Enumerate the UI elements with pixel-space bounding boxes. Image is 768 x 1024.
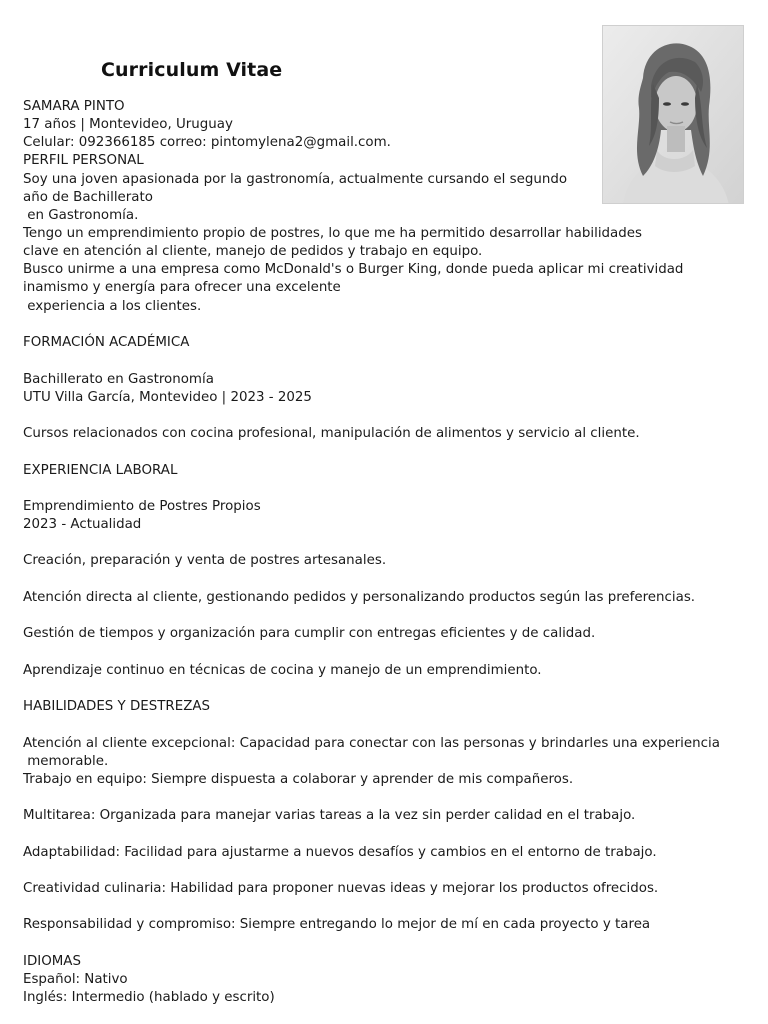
cv-line: año de Bachillerato xyxy=(23,190,153,205)
cv-line: memorable. xyxy=(23,754,109,769)
cv-line: inamismo y energía para ofrecer una excelente xyxy=(23,280,341,295)
cv-line: Inglés: Intermedio (hablado y escrito) xyxy=(23,990,275,1005)
cv-line: Emprendimiento de Postres Propios xyxy=(23,499,261,514)
cv-line: Bachillerato en Gastronomía xyxy=(23,372,214,387)
cv-line: Cursos relacionados con cocina profesional, manipulación de alimentos y servicio al cliente. xyxy=(23,426,640,441)
cv-line: Soy una joven apasionada por la gastronomía, actualmente cursando el segundo xyxy=(23,172,568,187)
cv-line: Aprendizaje continuo en técnicas de cocina y manejo de un emprendimiento. xyxy=(23,663,542,678)
cv-line: SAMARA PINTO xyxy=(23,99,125,114)
cv-line: PERFIL PERSONAL xyxy=(23,153,144,168)
cv-line: experiencia a los clientes. xyxy=(23,299,202,314)
cv-line: Creatividad culinaria: Habilidad para proponer nuevas ideas y mejorar los productos ofrecidos. xyxy=(23,881,659,896)
cv-line: Busco unirme a una empresa como McDonald's o Burger King, donde pueda aplicar mi creatividad xyxy=(23,262,684,277)
cv-line: IDIOMAS xyxy=(23,954,81,969)
document-title: Curriculum Vitae xyxy=(101,59,283,81)
cv-line: 2023 - Actualidad xyxy=(23,517,142,532)
cv-line: Responsabilidad y compromiso: Siempre entregando lo mejor de mí en cada proyecto y tarea xyxy=(23,917,651,932)
cv-line: UTU Villa García, Montevideo | 2023 - 2025 xyxy=(23,390,312,405)
cv-line: Español: Nativo xyxy=(23,972,128,987)
cv-line: 17 años | Montevideo, Uruguay xyxy=(23,117,233,132)
cv-line: HABILIDADES Y DESTREZAS xyxy=(23,699,211,714)
cv-line: en Gastronomía. xyxy=(23,208,139,223)
cv-line: clave en atención al cliente, manejo de pedidos y trabajo en equipo. xyxy=(23,244,483,259)
cv-line: Gestión de tiempos y organización para cumplir con entregas eficientes y de calidad. xyxy=(23,626,596,641)
cv-line: Trabajo en equipo: Siempre dispuesta a colaborar y aprender de mis compañeros. xyxy=(23,772,574,787)
cv-line: Atención al cliente excepcional: Capacidad para conectar con las personas y brindarles una experiencia xyxy=(23,736,720,751)
cv-line: Multitarea: Organizada para manejar varias tareas a la vez sin perder calidad en el trabajo. xyxy=(23,808,636,823)
cv-line: Creación, preparación y venta de postres artesanales. xyxy=(23,553,387,568)
cv-line: EXPERIENCIA LABORAL xyxy=(23,463,178,478)
cv-line: Atención directa al cliente, gestionando pedidos y personalizando productos según las preferencias. xyxy=(23,590,696,605)
cv-line: FORMACIÓN ACADÉMICA xyxy=(23,335,190,350)
cv-line: Adaptabilidad: Facilidad para ajustarme a nuevos desafíos y cambios en el entorno de trabajo. xyxy=(23,845,657,860)
cv-line: Celular: 092366185 correo: pintomylena2@gmail.com. xyxy=(23,135,391,150)
profile-photo xyxy=(602,25,744,204)
cv-line: Tengo un emprendimiento propio de postres, lo que me ha permitido desarrollar habilidades xyxy=(23,226,642,241)
portrait-image xyxy=(603,26,744,204)
